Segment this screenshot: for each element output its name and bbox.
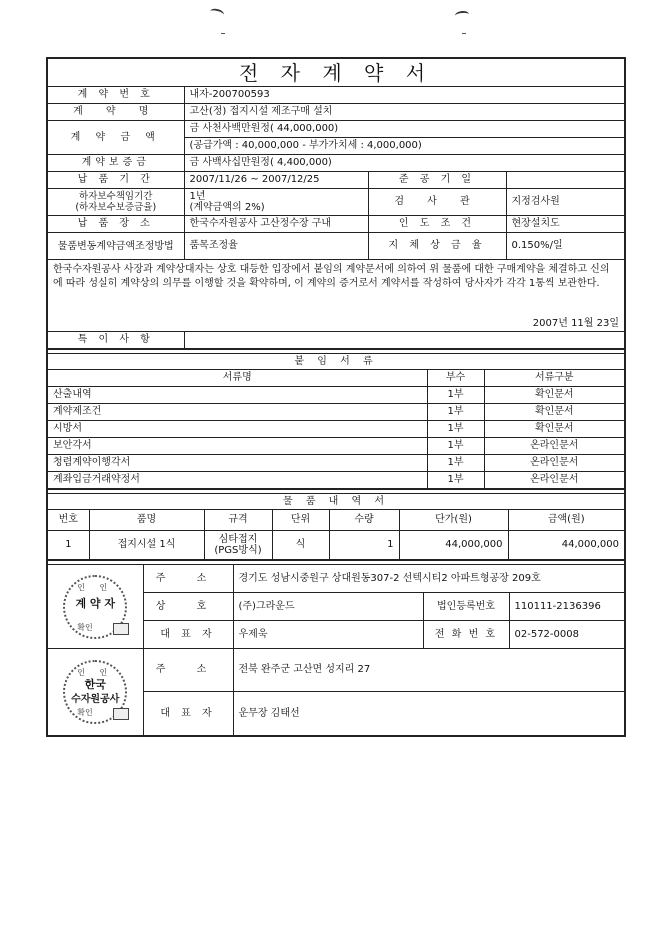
contractor-phone: 02-572-0008 (509, 621, 625, 649)
price-adjust-label: 물품변동계약금액조정방법 (47, 233, 184, 260)
stamp-text: 수자원공사 (71, 694, 120, 705)
item-spec (204, 531, 272, 561)
items-table (46, 490, 626, 561)
delivery-period-value: 2007/11/26 ~ 2007/12/25 (184, 172, 368, 189)
deposit-row (47, 155, 625, 172)
attachment-copies: 1부 (427, 472, 484, 490)
attachment-type: 온라인문서 (484, 472, 625, 490)
inspector-value: 지정검사원 (506, 189, 625, 216)
warranty-label-main: 하자보수책임기간 (79, 191, 153, 202)
header-qty: 수량 (329, 510, 399, 531)
attachment-row (47, 472, 625, 490)
contract-number-value: 내자-200700593 (184, 87, 625, 104)
completion-date-value (506, 172, 625, 189)
header-item-name: 품명 (89, 510, 204, 531)
contractor-address-row (47, 565, 625, 593)
attachment-type: 확인문서 (484, 421, 625, 438)
item-no: 1 (47, 531, 89, 561)
client-rep-label: 대 표 자 (143, 692, 233, 736)
contract-name-row (47, 104, 625, 121)
stamp-text: 인 인 (77, 668, 114, 677)
completion-date-label: 준 공 기 일 (368, 172, 506, 189)
contractor-address: 경기도 성남시중원구 상대원동307-2 선텍시티2 아파트형공장 209호 (233, 565, 625, 593)
contractor-reg-no: 110111-2136396 (509, 593, 625, 621)
inspector-label: 검 사 관 (368, 189, 506, 216)
item-qty: 1 (329, 531, 399, 561)
attachment-name: 계좌입금거래약정서 (47, 472, 427, 490)
attachment-row (47, 455, 625, 472)
attachment-name: 계약제조건 (47, 404, 427, 421)
header-unit-price: 단가(원) (399, 510, 508, 531)
header-no: 번호 (47, 510, 89, 531)
client-rep: 운무장 김태선 (233, 692, 625, 736)
contract-number-label: 계 약 번 호 (47, 87, 184, 104)
contractor-company-label: 상 호 (143, 593, 233, 621)
delivery-period-label: 납 품 기 간 (47, 172, 184, 189)
stamp-text: 한국 (84, 678, 106, 691)
special-notes-value (184, 332, 625, 350)
deposit-label: 계약보증금 (47, 155, 184, 172)
contractor-address-label: 주 소 (143, 565, 233, 593)
client-address: 전북 완주군 고산면 성지리 27 (233, 649, 625, 692)
attachment-copies: 1부 (427, 404, 484, 421)
attachment-copies: 1부 (427, 387, 484, 404)
attachment-name: 산출내역 (47, 387, 427, 404)
special-notes-row (47, 332, 625, 350)
late-penalty-label: 지 체 상 금 율 (368, 233, 506, 260)
contract-name-value: 고산(정) 접지시설 제조구매 설치 (184, 104, 625, 121)
attachments-header-row (47, 370, 625, 387)
document-title: 전 자 계 약 서 (47, 58, 625, 87)
header-document-name: 서류명 (47, 370, 427, 387)
contract-date: 2007년 11월 23일 (532, 318, 620, 329)
delivery-place-label: 납 품 장 소 (47, 216, 184, 233)
delivery-period-row (47, 172, 625, 189)
warranty-period: 1년 (189, 191, 206, 202)
delivery-terms-label: 인 도 조 건 (368, 216, 506, 233)
header-unit: 단위 (272, 510, 329, 531)
contract-name-label: 계 약 명 (47, 104, 184, 121)
attachment-type: 확인문서 (484, 387, 625, 404)
item-spec-line: (PGS방식) (214, 545, 262, 556)
contractor-rep: 우제욱 (233, 621, 423, 649)
attachment-copies: 1부 (427, 421, 484, 438)
scan-mark (209, 7, 225, 18)
delivery-place-row (47, 216, 625, 233)
contract-amount-value: 금 사천사백만원정( 44,000,000) (184, 121, 625, 138)
attachment-row (47, 438, 625, 455)
contractor-seal-stamp (63, 575, 127, 639)
item-name: 접지시설 1식 (89, 531, 204, 561)
contractor-stamp-cell (47, 565, 143, 649)
deposit-value: 금 사백사십만원정( 4,400,000) (184, 155, 625, 172)
attachments-heading: 붙 임 서 류 (47, 354, 625, 370)
scan-mark (455, 10, 470, 19)
client-seal-stamp (63, 660, 127, 724)
contractor-reg-label: 법인등록번호 (423, 593, 509, 621)
attachment-copies: 1부 (427, 438, 484, 455)
stamp-text: 인 인 (77, 582, 114, 592)
attachment-name: 청렴계약이행각서 (47, 455, 427, 472)
item-spec-line: 심타접지 (218, 534, 258, 545)
item-unit-price: 44,000,000 (399, 531, 508, 561)
item-row (47, 531, 625, 561)
contract-amount-breakdown: (공급가액 : 40,000,000 - 부가가치세 : 4,000,000) (184, 138, 625, 155)
contract-table (46, 57, 626, 350)
delivery-place-value: 한국수자원공사 고산정수장 구내 (184, 216, 368, 233)
late-penalty-value: 0.150%/일 (506, 233, 625, 260)
attachment-name: 시방서 (47, 421, 427, 438)
attachment-type: 온라인문서 (484, 438, 625, 455)
client-stamp-cell (47, 649, 143, 737)
warranty-rate: (계약금액의 2%) (189, 202, 265, 213)
statement-row (47, 260, 625, 332)
header-copies: 부수 (427, 370, 484, 387)
attachment-type: 확인문서 (484, 404, 625, 421)
attachment-row (47, 404, 625, 421)
items-header-row (47, 510, 625, 531)
contractor-company: (주)그라운드 (233, 593, 423, 621)
price-adjust-value: 품목조정율 (184, 233, 368, 260)
delivery-terms-value: 현장설치도 (506, 216, 625, 233)
client-address-row (47, 649, 625, 692)
attachment-type: 온라인문서 (484, 455, 625, 472)
stamp-text: 계 약 자 (75, 596, 116, 610)
header-spec: 규격 (204, 510, 272, 531)
contract-statement: 한국수자원공사 사장과 계약상대자는 상호 대등한 입장에서 붙임의 계약문서에 의하여 위 물품에 대한 구매계약을 체결하고 신의에 따라 성실히 계약상의 의무를 이행할 것을 확약하며, 이 계약의 증거로서 계약서를 작성하여 당사자가 각각 1통씩 보관한다. (53, 264, 610, 289)
contract-number-row (47, 87, 625, 104)
header-document-type: 서류구분 (484, 370, 625, 387)
attachment-name: 보안각서 (47, 438, 427, 455)
contract-document (46, 57, 624, 737)
seal-icon (113, 708, 129, 720)
parties-table (46, 561, 626, 737)
items-heading: 물 품 내 역 서 (47, 494, 625, 510)
client-address-label: 주 소 (143, 649, 233, 692)
contract-amount-label: 계 약 금 액 (47, 121, 184, 155)
item-unit: 식 (272, 531, 329, 561)
stamp-text: 확인 (77, 622, 93, 632)
stamp-text: 확인 (77, 708, 93, 717)
scan-mark (462, 33, 466, 34)
statement-cell (47, 260, 625, 332)
contractor-rep-label: 대 표 자 (143, 621, 233, 649)
warranty-label-sub: (하자보수보증금율) (75, 202, 157, 213)
seal-icon (113, 623, 129, 635)
price-adjust-row (47, 233, 625, 260)
scan-mark (221, 33, 225, 34)
attachment-row (47, 387, 625, 404)
warranty-row (47, 189, 625, 216)
warranty-label (47, 189, 184, 216)
contract-amount-row (47, 121, 625, 138)
item-amount: 44,000,000 (508, 531, 625, 561)
attachment-row (47, 421, 625, 438)
warranty-value (184, 189, 368, 216)
attachments-table (46, 350, 626, 490)
contractor-phone-label: 전 화 번 호 (423, 621, 509, 649)
attachment-copies: 1부 (427, 455, 484, 472)
special-notes-label: 특 이 사 항 (47, 332, 184, 350)
header-amount: 금액(원) (508, 510, 625, 531)
